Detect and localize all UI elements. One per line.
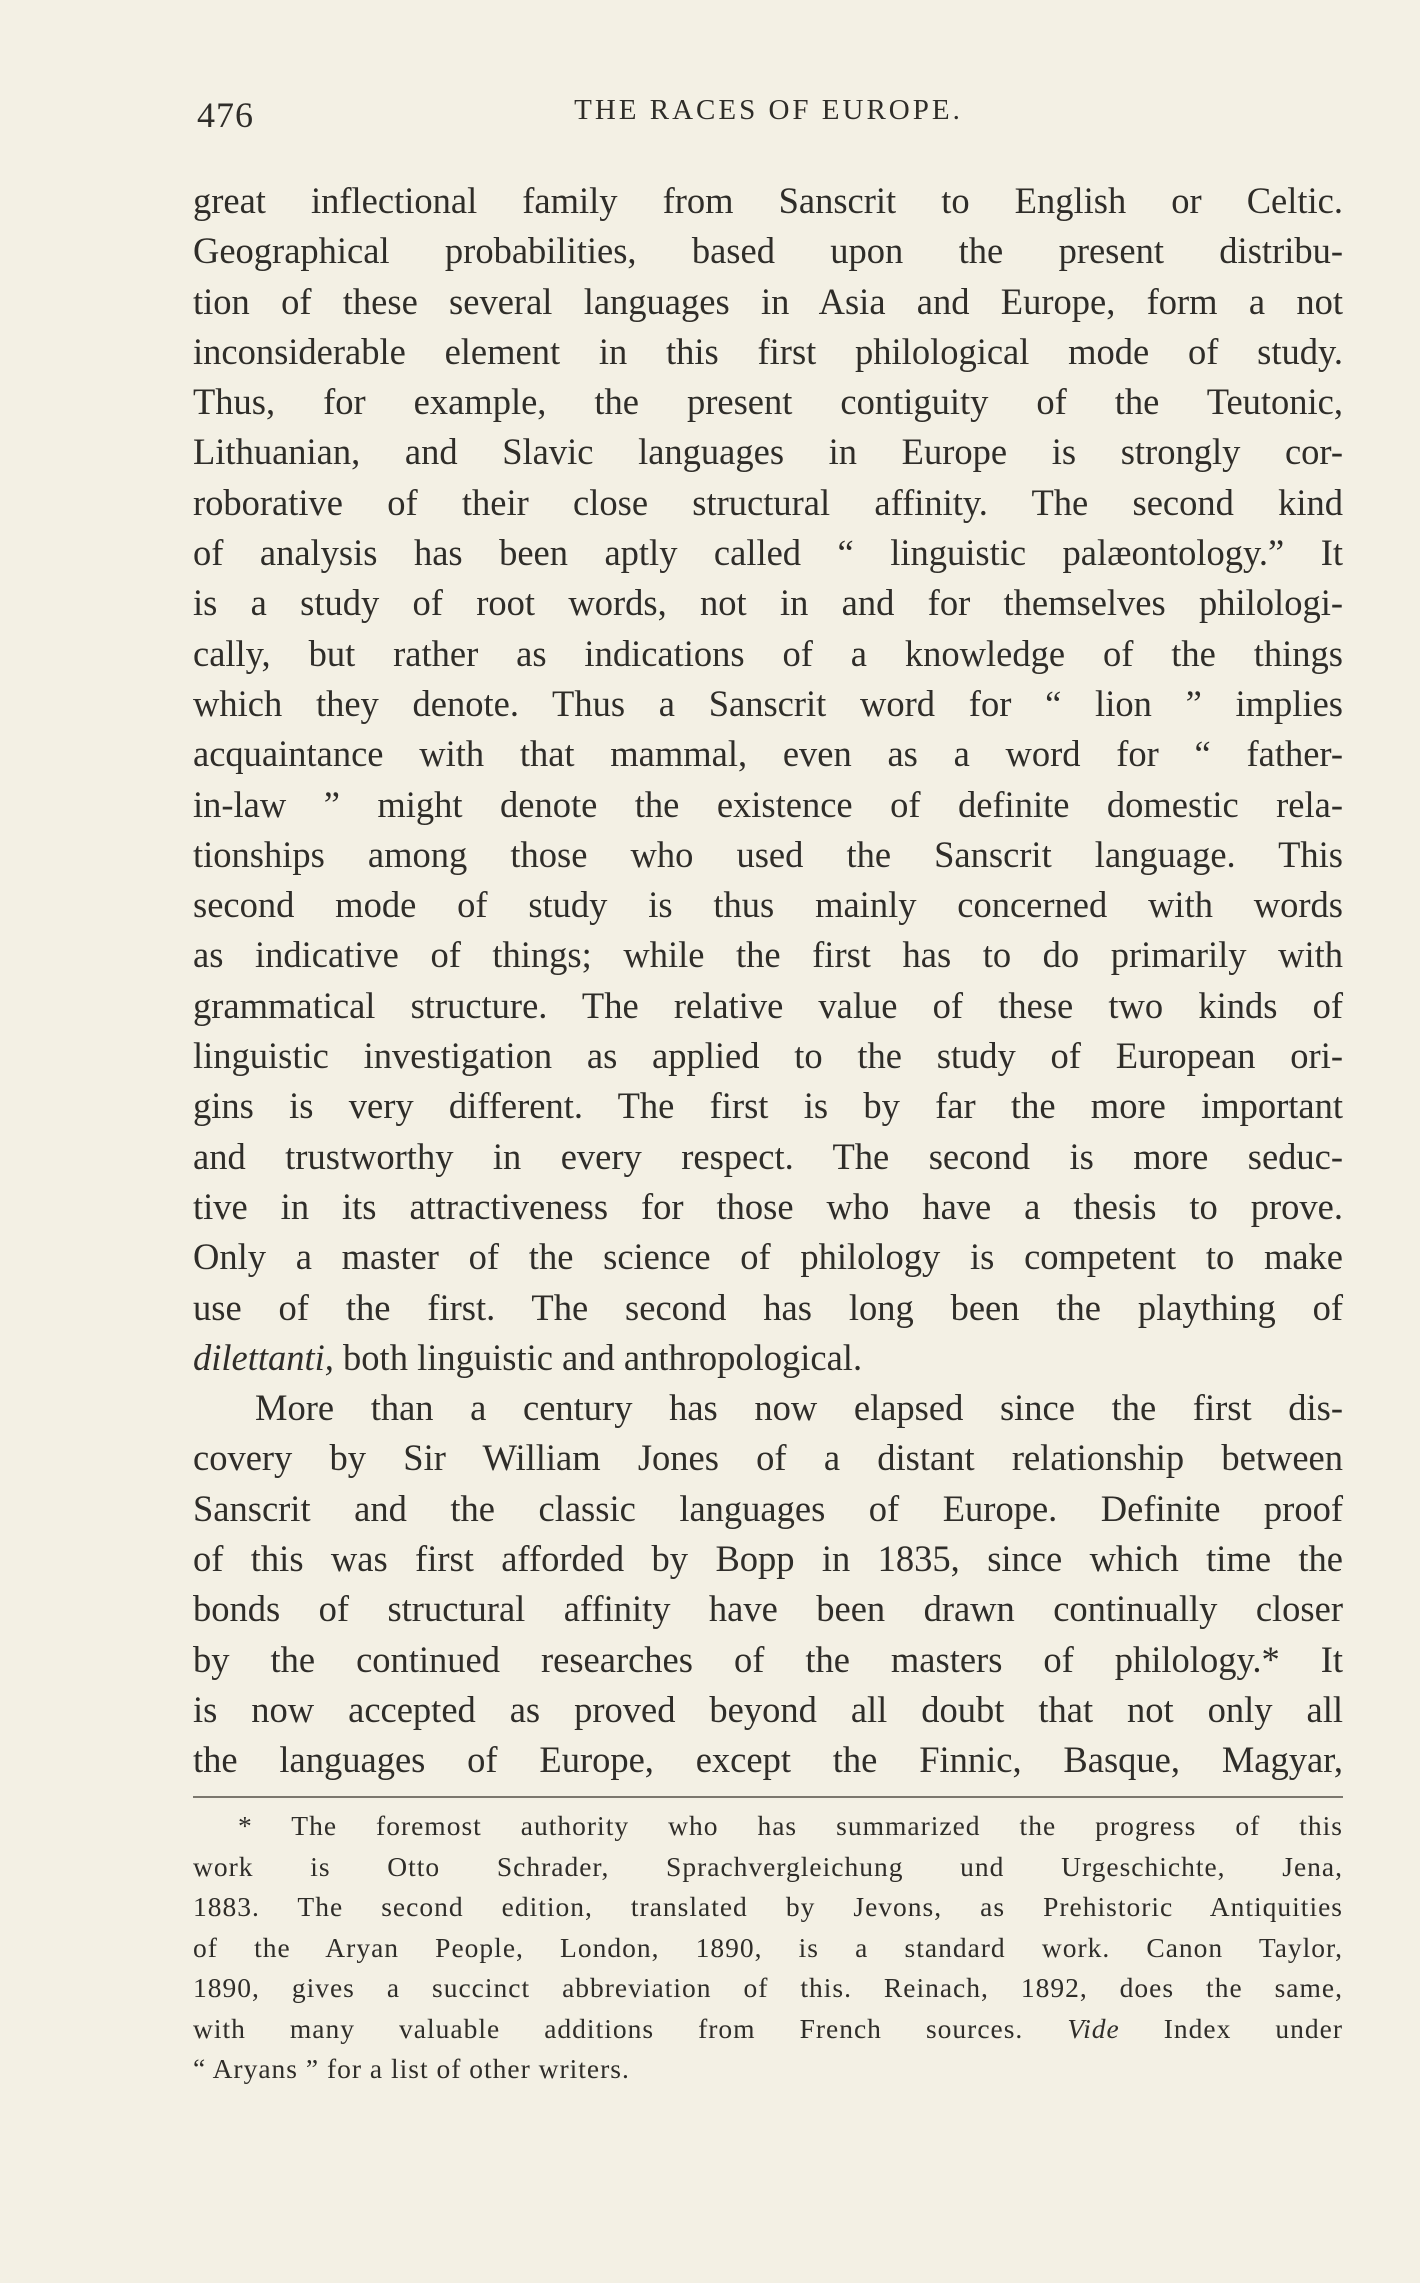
text-line: is now accepted as proved beyond all doubt that not only all (193, 1688, 1343, 1730)
footnote-line: “ Aryans ” for a list of other writers. (193, 2053, 630, 2084)
italic-term: dilettanti, (193, 1336, 334, 1378)
text-line: and trustworthy in every respect. The second is more seduc- (193, 1135, 1343, 1177)
footnote-line: * The foremost authority who has summarized the progress of this (238, 1810, 1343, 1841)
text-line: of analysis has been aptly called “ linguistic palæontology.” It (193, 532, 1343, 574)
text-line: roborative of their close structural affinity. The second kind (193, 481, 1343, 523)
text-line: the languages of Europe, except the Finnic, Basque, Magyar, (193, 1739, 1343, 1781)
text-line: tion of these several languages in Asia and Europe, form a not (193, 280, 1343, 322)
text-line: in-law ” might denote the existence of definite domestic rela- (193, 783, 1343, 825)
paragraph-end-line (193, 1333, 1343, 1383)
text-line: covery by Sir William Jones of a distant relationship between (193, 1437, 1343, 1479)
text-line: cally, but rather as indications of a knowledge of the things (193, 632, 1343, 674)
text-fragment: both linguistic and anthropological. (333, 1336, 863, 1378)
text-line: great inflectional family from Sanscrit to English or Celtic. (193, 180, 1343, 221)
footnote-line: of the Aryan People, London, 1890, is a standard work. Canon Taylor, (193, 1931, 1343, 1963)
text-line: bonds of structural affinity have been drawn continually closer (193, 1588, 1343, 1630)
text-line: Geographical probabilities, based upon the present distribu- (193, 230, 1343, 272)
text-line: Sanscrit and the classic languages of Europe. Definite proof (193, 1487, 1343, 1529)
text-line: gins is very different. The first is by far the more important (193, 1085, 1343, 1127)
text-line: tive in its attractiveness for those who have a thesis to prove. (193, 1185, 1343, 1227)
text-fragment: with many valuable additions from French sources. (193, 2012, 1068, 2044)
text-line: is a study of root words, not in and for themselves philologi- (193, 582, 1343, 624)
footnote-divider (193, 1796, 1343, 1798)
text-line: second mode of study is thus mainly concerned with words (193, 884, 1343, 926)
text-line: which they denote. Thus a Sanscrit word for “ lion ” implies (193, 682, 1343, 724)
text-line: Thus, for example, the present contiguity of the Teutonic, (193, 381, 1343, 423)
text-line: acquaintance with that mammal, even as a word for “ father- (193, 733, 1343, 775)
page-header (197, 88, 1340, 144)
italic-term: Vide (1067, 2012, 1120, 2044)
footnote-line: 1890, gives a succinct abbreviation of this. Reinach, 1892, does the same, (193, 1972, 1343, 2003)
text-line: by the continued researches of the masters of philology.* It (193, 1638, 1343, 1680)
text-line: tionships among those who used the Sanscrit language. This (193, 833, 1343, 875)
footnote (193, 1806, 1343, 2090)
text-line: linguistic investigation as applied to the study of European ori- (193, 1035, 1343, 1077)
paragraph-start-line: More than a century has now elapsed since the first dis- (255, 1387, 1343, 1429)
text-fragment: Index under (1119, 2012, 1343, 2044)
text-line: as indicative of things; while the first has to do primarily with (193, 934, 1343, 976)
footnote-line: 1883. The second edition, translated by Jevons, as Prehistoric Antiquities (193, 1891, 1343, 1922)
text-line: grammatical structure. The relative value of these two kinds of (193, 984, 1343, 1026)
running-title: THE RACES OF EUROPE. (574, 94, 963, 126)
text-line: Lithuanian, and Slavic languages in Europe is strongly cor- (193, 431, 1343, 473)
footnote-line: work is Otto Schrader, Sprachvergleichung und Urgeschichte, Jena, (193, 1850, 1343, 1882)
body-text (193, 176, 1343, 1786)
text-line: inconsiderable element in this first philological mode of study. (193, 330, 1343, 372)
text-line: Only a master of the science of philology is competent to make (193, 1236, 1343, 1278)
footnote-line (193, 2009, 1343, 2050)
page-number: 476 (197, 95, 254, 135)
text-line: use of the first. The second has long been the plaything of (193, 1286, 1343, 1328)
text-line: of this was first afforded by Bopp in 1835, since which time the (193, 1538, 1343, 1580)
